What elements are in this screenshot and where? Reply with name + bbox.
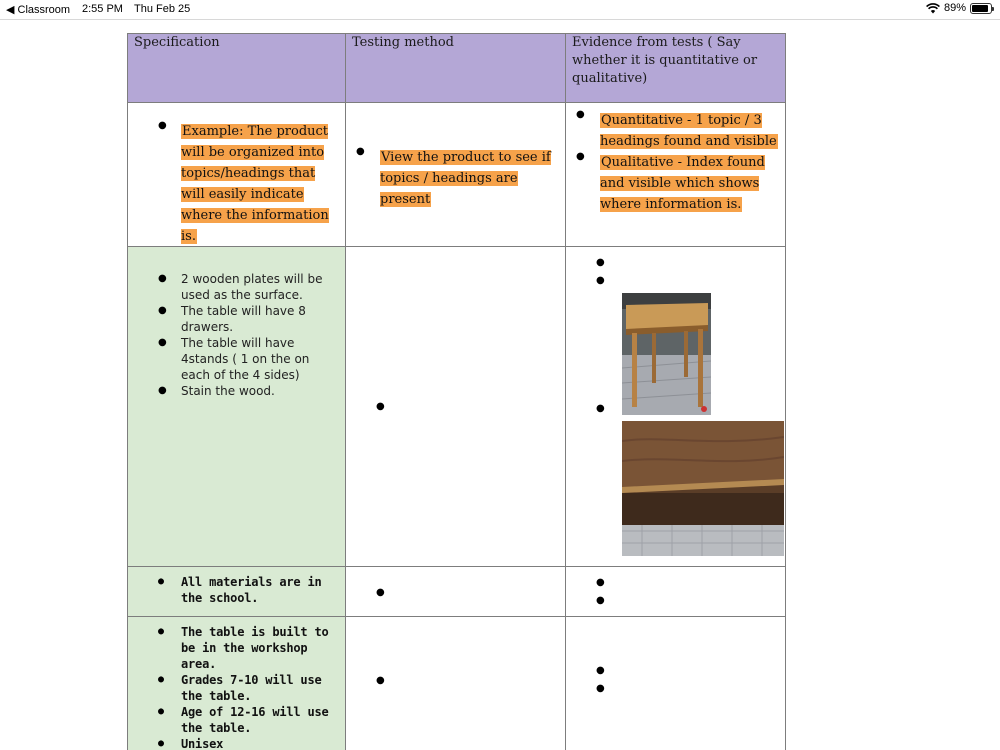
cell-evidence [566,617,786,750]
battery-icon [970,3,992,14]
list-item: ● Unisex [128,736,339,750]
list-item: ● Grades 7-10 will use the table. [128,672,339,704]
back-to-app-link[interactable]: ◀ Classroom [6,4,71,16]
list-item: ● The table is built to be in the workshop area. [128,624,339,672]
list-item: ● Example: The product will be organized into topics/headings that will easily indicate where the information is. [128,120,337,246]
wood-surface-photo [622,421,784,556]
cell-evidence [566,567,786,617]
header-testing-method: Testing method [346,34,566,103]
empty-bullet: ● [596,683,605,694]
clock: 2:55 PM [82,3,123,15]
table-row-table-specs [128,247,786,567]
header-specification: Specification [128,34,346,103]
wifi-icon [926,3,940,14]
empty-bullet: ● [376,675,385,686]
table-row-materials [128,567,786,617]
empty-bullet: ● [596,665,605,676]
table-photo [622,293,711,415]
list-item: ● All materials are in the school. [128,574,339,606]
cell-testing-method [346,247,566,567]
status-bar [0,0,1000,19]
specification-table [127,33,786,750]
list-item: ● 2 wooden plates will be used as the surface. [128,271,331,303]
empty-bullet: ● [596,577,605,588]
list-item: ● The table will have 8 drawers. [128,303,331,335]
date: Thu Feb 25 [134,3,191,15]
table-header-row [128,34,786,103]
cell-testing-method [346,567,566,617]
list-item: ● Quantitative - 1 topic / 3 headings found and visible [566,109,779,151]
empty-bullet: ● [596,257,605,268]
cell-evidence [566,247,786,567]
empty-bullet: ● [596,403,605,414]
cell-specification [128,247,346,567]
list-item: ● Qualitative - Index found and visible which shows where information is. [566,151,779,214]
cell-specification [128,567,346,617]
table-row-workshop [128,617,786,750]
cell-specification [128,103,346,247]
table-row-example [128,103,786,247]
empty-bullet: ● [596,595,605,606]
battery-percentage: 89% [943,2,966,14]
header-evidence: Evidence from tests ( Say whether it is quantitative or qualitative) [566,34,786,103]
list-item: ● View the product to see if topics / headings are present [346,146,559,209]
cell-testing-method [346,103,566,247]
empty-bullet: ● [376,401,385,412]
empty-bullet: ● [596,275,605,286]
list-item: ● The table will have 4stands ( 1 on the on each of the 4 sides) [128,335,331,383]
list-item: ● Age of 12-16 will use the table. [128,704,339,736]
status-icons [926,2,992,14]
cell-specification [128,617,346,750]
divider [0,19,1000,20]
list-item: ● Stain the wood. [128,383,331,399]
empty-bullet: ● [376,587,385,598]
cell-evidence [566,103,786,247]
cell-testing-method [346,617,566,750]
